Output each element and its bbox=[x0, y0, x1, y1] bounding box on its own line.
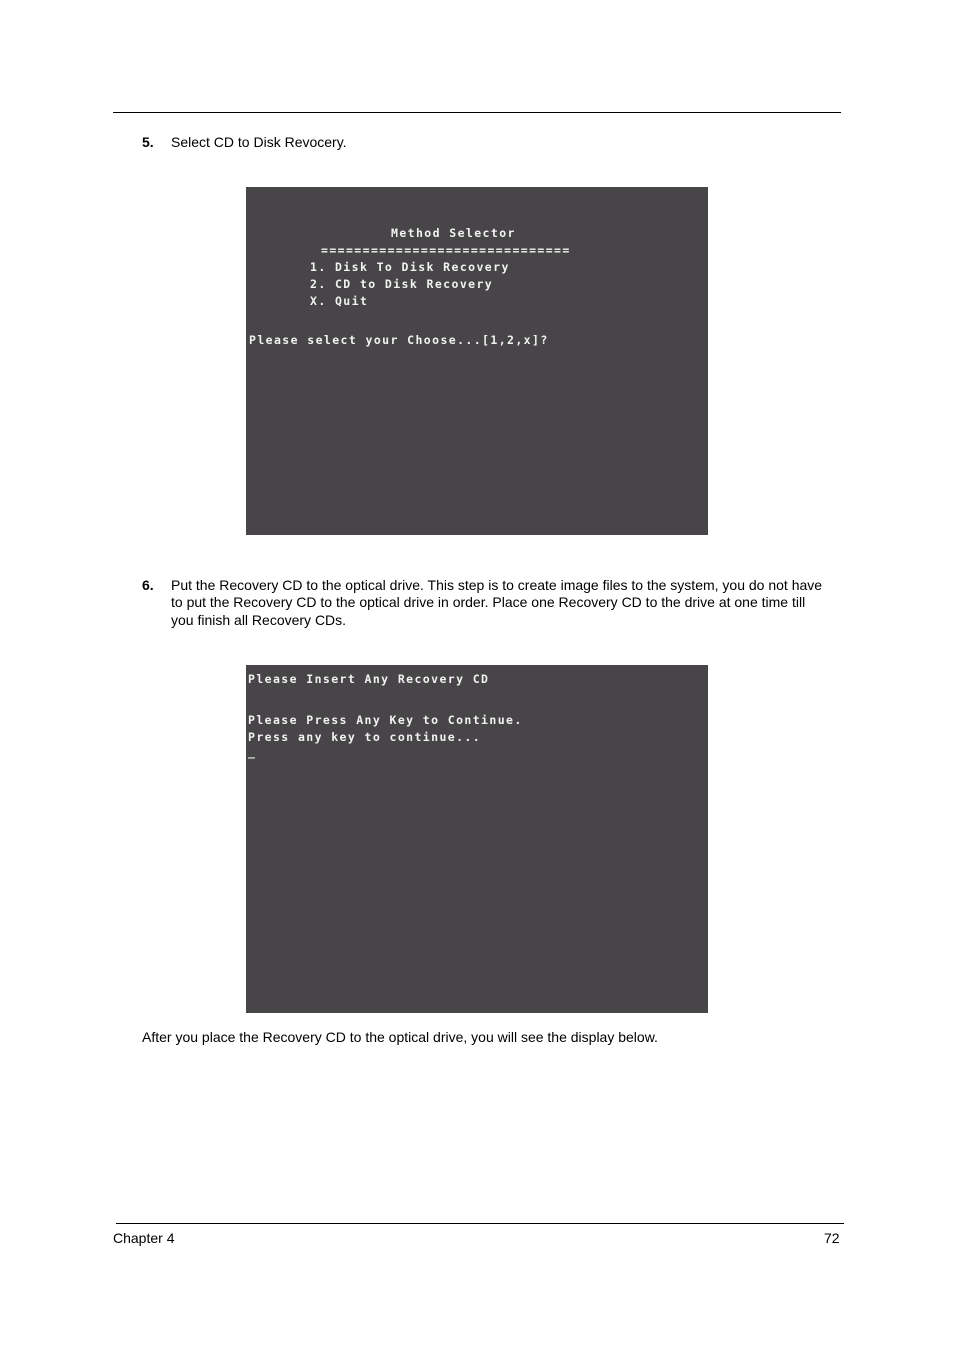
insert-cd-message: Please Insert Any Recovery CD bbox=[248, 672, 490, 686]
continue-message: Press any key to continue... bbox=[248, 730, 482, 744]
press-key-message: Please Press Any Key to Continue. bbox=[248, 713, 523, 727]
step-6-line-3: you finish all Recovery CDs. bbox=[171, 612, 347, 628]
step-5-number: 5. bbox=[142, 134, 154, 150]
insert-cd-screen bbox=[246, 665, 708, 1013]
after-text: After you place the Recovery CD to the optical drive, you will see the display below. bbox=[142, 1029, 658, 1045]
select-prompt: Please select your Choose...[1,2,x]? bbox=[249, 333, 549, 347]
header-rule bbox=[113, 112, 841, 113]
text-cursor: _ bbox=[248, 745, 257, 759]
option-disk-to-disk: 1. Disk To Disk Recovery bbox=[310, 260, 510, 274]
option-quit: X. Quit bbox=[310, 294, 369, 308]
step-6-line-2: to put the Recovery CD to the optical drive in order. Place one Recovery CD to the drive at one time till bbox=[171, 594, 806, 610]
option-cd-to-disk: 2. CD to Disk Recovery bbox=[310, 277, 494, 291]
step-6-number: 6. bbox=[142, 577, 154, 593]
footer-page-number: 72 bbox=[824, 1230, 840, 1246]
footer-chapter: Chapter 4 bbox=[113, 1230, 175, 1246]
footer-rule bbox=[116, 1223, 844, 1224]
step-5-text: Select CD to Disk Revocery. bbox=[171, 134, 347, 150]
screen-divider: ============================== bbox=[321, 243, 571, 257]
step-6-line-1: Put the Recovery CD to the optical drive. This step is to create image files to the system, you do not have bbox=[171, 577, 823, 593]
screen-title: Method Selector bbox=[391, 226, 516, 240]
method-selector-screen bbox=[246, 187, 708, 535]
